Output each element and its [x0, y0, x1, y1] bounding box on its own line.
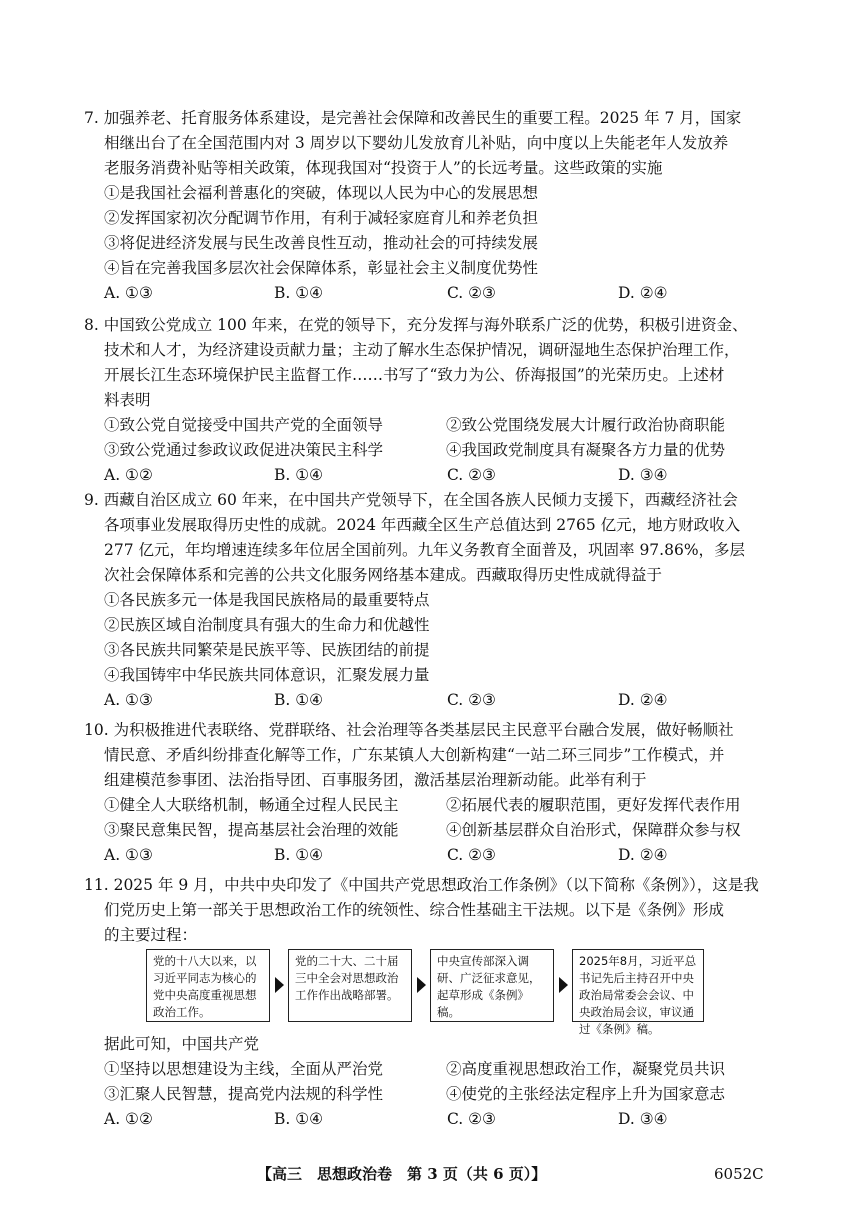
answer-choices: [84, 281, 794, 306]
flow-step-1: 党的十八大以来，以习近平同志为核心的党中央高度重视思想政治工作。: [146, 949, 270, 1022]
statement-item: ④旨在完善我国多层次社会保障体系，彰显社会主义制度优势性: [104, 259, 539, 277]
statement-item: ④我国铸牢中华民族共同体意识，汇聚发展力量: [104, 666, 430, 684]
question-stem-line: 7. 加强养老、托育服务体系建设，是完善社会保障和改善民生的重要工程。2025 年 7 月，国家: [84, 109, 742, 127]
question-stem-line: 10. 为积极推进代表联络、党群联络、社会治理等各类基层民主民意平台融合发展，做好畅顺社: [84, 721, 734, 739]
choice-d: D. ②④: [618, 691, 668, 709]
question-stem-line: 老服务消费补贴等相关政策，体现我国对“投资于人”的长远考量。这些政策的实施: [104, 159, 663, 177]
choice-b: B. ①④: [274, 466, 324, 484]
statement-row: [84, 1057, 794, 1082]
question-stem-line: 次社会保障体系和完善的公共文化服务网络基本建成。西藏取得历史性成就得益于: [104, 566, 663, 584]
answer-choices: [84, 843, 794, 868]
question-stem-line: 情民意、矛盾纠纷排查化解等工作，广东某镇人大创新构建“一站二环三同步”工作模式，并: [104, 746, 725, 764]
arrow-right-icon: [559, 977, 568, 993]
statement-item: ②致公党围绕发展大计履行政治协商职能: [446, 416, 726, 434]
statement-item: ③将促进经济发展与民生改善良性互动，推动社会的可持续发展: [104, 234, 539, 252]
paper-code: 6052C: [714, 1165, 764, 1183]
statement-item: ③各民族共同繁荣是民族平等、民族团结的前提: [104, 641, 430, 659]
question-11-options: [84, 1032, 794, 1132]
question-9: [84, 488, 794, 713]
statement-item: ①是我国社会福利普惠化的突破，体现以人民为中心的发展思想: [104, 184, 539, 202]
footer-title: 【高三 思想政治卷 第 3 页（共 6 页）】: [257, 1165, 547, 1183]
question-stem-line: 277 亿元，年均增速连续多年位居全国前列。九年义务教育全面普及，巩固率 97.86%，多层: [104, 541, 746, 559]
arrow-right-icon: [275, 977, 284, 993]
question-10: [84, 718, 794, 868]
statement-item: ③汇聚人民智慧，提高党内法规的科学性: [104, 1085, 384, 1103]
choice-a: A. ①③: [104, 846, 153, 864]
choice-c: C. ②③: [447, 466, 496, 484]
question-stem-line: 11. 2025 年 9 月，中共中央印发了《中国共产党思想政治工作条例》（以下简称《条例》），这是我: [84, 876, 759, 894]
question-stem-line: 料表明: [104, 391, 151, 409]
statement-item: ①各民族多元一体是我国民族格局的最重要特点: [104, 591, 430, 609]
question-stem-line: 技术和人才，为经济建设贡献力量；主动了解水生态保护情况，调研湿地生态保护治理工作，: [104, 341, 740, 359]
question-stem-line: 相继出台了在全国范围内对 3 周岁以下婴幼儿发放育儿补贴，向中度以上失能老年人发放养: [104, 134, 729, 152]
question-stem-line: 们党历史上第一部关于思想政治工作的统领性、综合性基础主干法规。以下是《条例》形成: [104, 901, 725, 919]
statement-item: ①健全人大联络机制，畅通全过程人民民主: [104, 796, 399, 814]
statement-item: ③致公党通过参政议政促进决策民主科学: [104, 441, 384, 459]
statement-item: ①坚持以思想建设为主线，全面从严治党: [104, 1060, 384, 1078]
statement-item: ④使党的主张经法定程序上升为国家意志: [446, 1085, 726, 1103]
question-stem-line: 开展长江生态环境保护民主监督工作……书写了“致力为公、侨海报国”的光荣历史。上述材: [104, 366, 725, 384]
choice-d: D. ③④: [618, 466, 668, 484]
statement-row: [84, 818, 794, 843]
statement-item: ①致公党自觉接受中国共产党的全面领导: [104, 416, 384, 434]
question-stem-line: 9. 西藏自治区成立 60 年来，在中国共产党领导下，在全国各族人民倾力支援下，西藏经济社会: [84, 491, 738, 509]
statement-item: ②民族区域自治制度具有强大的生命力和优越性: [104, 616, 430, 634]
question-8: [84, 313, 794, 488]
statement-row: [84, 438, 794, 463]
statement-item: ②发挥国家初次分配调节作用，有利于减轻家庭育儿和养老负担: [104, 209, 539, 227]
choice-b: B. ①④: [274, 846, 324, 864]
choice-d: D. ②④: [618, 284, 668, 302]
choice-c: C. ②③: [447, 1110, 496, 1128]
choice-c: C. ②③: [447, 284, 496, 302]
statement-row: [84, 793, 794, 818]
choice-c: C. ②③: [447, 691, 496, 709]
question-stem-line: 的主要过程：: [104, 926, 198, 944]
answer-choices: [84, 463, 794, 488]
choice-b: B. ①④: [274, 691, 324, 709]
choice-d: D. ②④: [618, 846, 668, 864]
page-footer: [0, 1162, 867, 1186]
flow-step-3: 中央宣传部深入调研、广泛征求意见，起草形成《条例》稿。: [430, 949, 554, 1022]
choice-a: A. ①③: [104, 691, 153, 709]
choice-d: D. ③④: [618, 1110, 668, 1128]
answer-choices: [84, 688, 794, 713]
question-11: [84, 873, 794, 948]
choice-a: A. ①②: [104, 466, 153, 484]
question-lead: 据此可知，中国共产党: [104, 1035, 260, 1053]
choice-a: A. ①③: [104, 284, 153, 302]
choice-b: B. ①④: [274, 1110, 324, 1128]
statement-item: ③聚民意集民智，提高基层社会治理的效能: [104, 821, 399, 839]
flow-step-2: 党的二十大、二十届三中全会对思想政治工作作出战略部署。: [288, 949, 412, 1022]
process-flowchart: [146, 949, 706, 1036]
statement-item: ④我国政党制度具有凝聚各方力量的优势: [446, 441, 726, 459]
choice-c: C. ②③: [447, 846, 496, 864]
statement-item: ②拓展代表的履职范围，更好发挥代表作用: [446, 796, 741, 814]
choice-a: A. ①②: [104, 1110, 153, 1128]
question-stem-line: 8. 中国致公党成立 100 年来，在党的领导下，充分发挥与海外联系广泛的优势，积极引进资金、: [84, 316, 748, 334]
statement-row: [84, 1082, 794, 1107]
arrow-right-icon: [417, 977, 426, 993]
statement-item: ②高度重视思想政治工作，凝聚党员共识: [446, 1060, 726, 1078]
statement-row: [84, 413, 794, 438]
flow-step-4: 2025年8月，习近平总书记先后主持召开中央政治局常委会会议、中央政治局会议，审议通过《条例》稿。: [572, 949, 704, 1022]
question-7: [84, 106, 794, 306]
question-stem-line: 各项事业发展取得历史性的成就。2024 年西藏全区生产总值达到 2765 亿元，地方财政收入: [104, 516, 741, 534]
answer-choices: [84, 1107, 794, 1132]
statement-item: ④创新基层群众自治形式，保障群众参与权: [446, 821, 741, 839]
choice-b: B. ①④: [274, 284, 324, 302]
question-stem-line: 组建模范参事团、法治指导团、百事服务团，激活基层治理新动能。此举有利于: [104, 771, 647, 789]
